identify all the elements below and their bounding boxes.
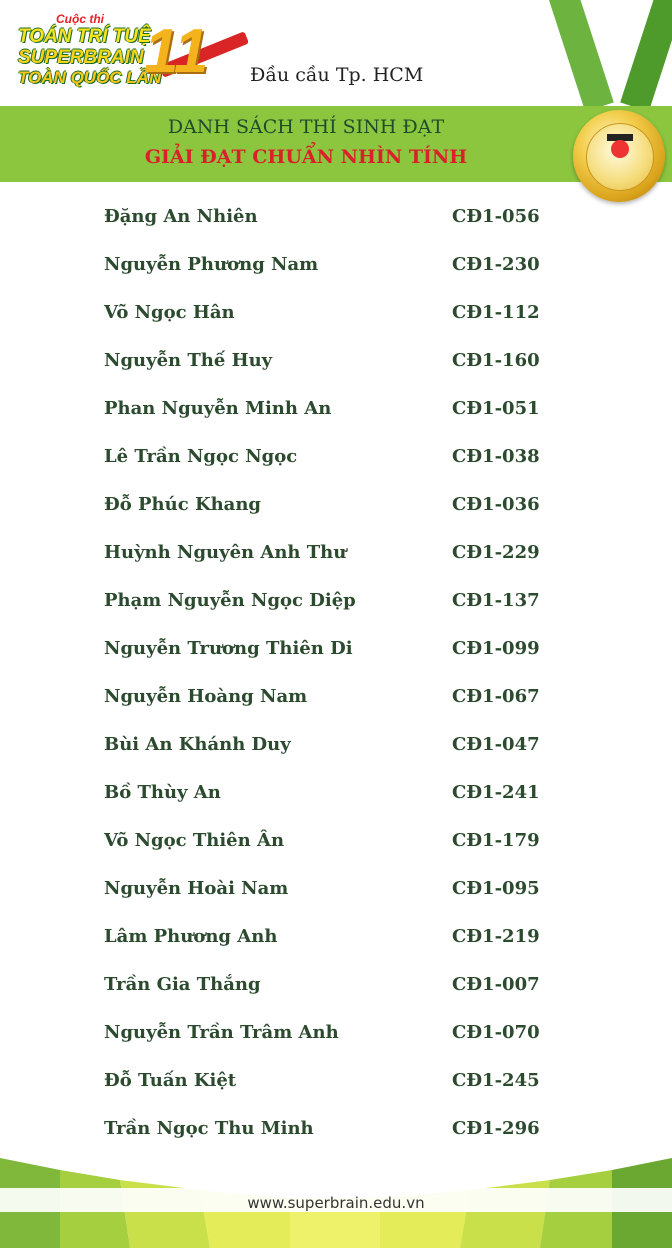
candidate-row	[0, 722, 672, 770]
candidate-name: Bồ Thùy An	[104, 782, 221, 803]
candidate-name: Nguyễn Trương Thiên Di	[104, 638, 353, 659]
banner-title: DANH SÁCH THÍ SINH ĐẠT	[167, 116, 445, 138]
candidate-name: Huỳnh Nguyên Anh Thư	[104, 542, 347, 563]
candidate-code: CĐ1-007	[452, 974, 540, 995]
candidate-name: Đỗ Phúc Khang	[104, 494, 262, 515]
candidate-name: Nguyễn Thế Huy	[104, 350, 273, 371]
candidate-row	[0, 914, 672, 962]
location-label: Đầu cầu Tp. HCM	[250, 64, 424, 86]
logo-line-1: TOÁN TRÍ TUỆ	[18, 26, 151, 47]
candidate-code: CĐ1-160	[452, 350, 540, 371]
candidate-code: CĐ1-056	[452, 206, 540, 227]
candidate-row	[0, 1106, 672, 1154]
candidate-name: Võ Ngọc Thiên Ân	[104, 830, 285, 851]
candidate-code: CĐ1-038	[452, 446, 540, 467]
candidate-name: Nguyễn Phương Nam	[104, 254, 319, 275]
candidate-code: CĐ1-036	[452, 494, 540, 515]
candidate-code: CĐ1-137	[452, 590, 540, 611]
candidate-code: CĐ1-112	[452, 302, 540, 323]
candidate-name: Phạm Nguyễn Ngọc Diệp	[104, 590, 356, 611]
gold-medal-icon	[573, 110, 665, 202]
candidate-row	[0, 1058, 672, 1106]
candidate-code: CĐ1-241	[452, 782, 540, 803]
title-banner	[0, 106, 672, 182]
footer	[0, 1158, 672, 1248]
candidate-row	[0, 770, 672, 818]
candidate-row	[0, 290, 672, 338]
candidate-row	[0, 194, 672, 242]
logo-number: 11	[144, 17, 209, 86]
candidate-code: CĐ1-229	[452, 542, 540, 563]
candidate-name: Lê Trần Ngọc Ngọc	[104, 446, 298, 467]
candidate-row	[0, 578, 672, 626]
candidate-name: Nguyễn Trần Trâm Anh	[104, 1022, 339, 1043]
website-url: www.superbrain.edu.vn	[247, 1194, 425, 1212]
logo-small-text: Cuộc thi	[56, 12, 104, 26]
candidate-code: CĐ1-047	[452, 734, 540, 755]
candidate-row	[0, 482, 672, 530]
medal-inner	[586, 123, 654, 191]
candidate-row	[0, 386, 672, 434]
candidate-name: Đặng An Nhiên	[104, 206, 258, 227]
candidate-row	[0, 242, 672, 290]
candidate-code: CĐ1-095	[452, 878, 540, 899]
candidate-row	[0, 818, 672, 866]
candidate-code: CĐ1-099	[452, 638, 540, 659]
candidate-row	[0, 626, 672, 674]
candidate-name: Đỗ Tuấn Kiệt	[104, 1070, 237, 1091]
candidate-row	[0, 338, 672, 386]
candidate-code: CĐ1-179	[452, 830, 540, 851]
candidate-row	[0, 1010, 672, 1058]
candidate-row	[0, 674, 672, 722]
candidate-name: Bùi An Khánh Duy	[104, 734, 291, 755]
candidate-code: CĐ1-070	[452, 1022, 540, 1043]
candidate-code: CĐ1-296	[452, 1118, 540, 1139]
logo-line-3: TOÀN QUỐC LẦN	[18, 68, 162, 87]
contest-logo	[18, 10, 248, 96]
candidate-row	[0, 866, 672, 914]
candidate-code: CĐ1-245	[452, 1070, 540, 1091]
candidate-code: CĐ1-051	[452, 398, 540, 419]
candidate-code: CĐ1-230	[452, 254, 540, 275]
candidate-name: Nguyễn Hoài Nam	[104, 878, 289, 899]
candidate-row	[0, 962, 672, 1010]
candidate-name: Lâm Phương Anh	[104, 926, 278, 947]
candidate-name: Trần Gia Thắng	[104, 974, 261, 995]
candidate-name: Nguyễn Hoàng Nam	[104, 686, 308, 707]
candidate-name: Trần Ngọc Thu Minh	[104, 1118, 314, 1139]
candidate-code: CĐ1-219	[452, 926, 540, 947]
candidate-name: Võ Ngọc Hân	[104, 302, 235, 323]
logo-line-2: SUPERBRAIN	[18, 47, 144, 68]
mascot-icon	[611, 140, 629, 158]
candidate-row	[0, 434, 672, 482]
banner-subtitle: GIẢI ĐẠT CHUẨN NHÌN TÍNH	[144, 146, 468, 168]
candidate-name: Phan Nguyễn Minh An	[104, 398, 332, 419]
candidate-code: CĐ1-067	[452, 686, 540, 707]
candidate-row	[0, 530, 672, 578]
